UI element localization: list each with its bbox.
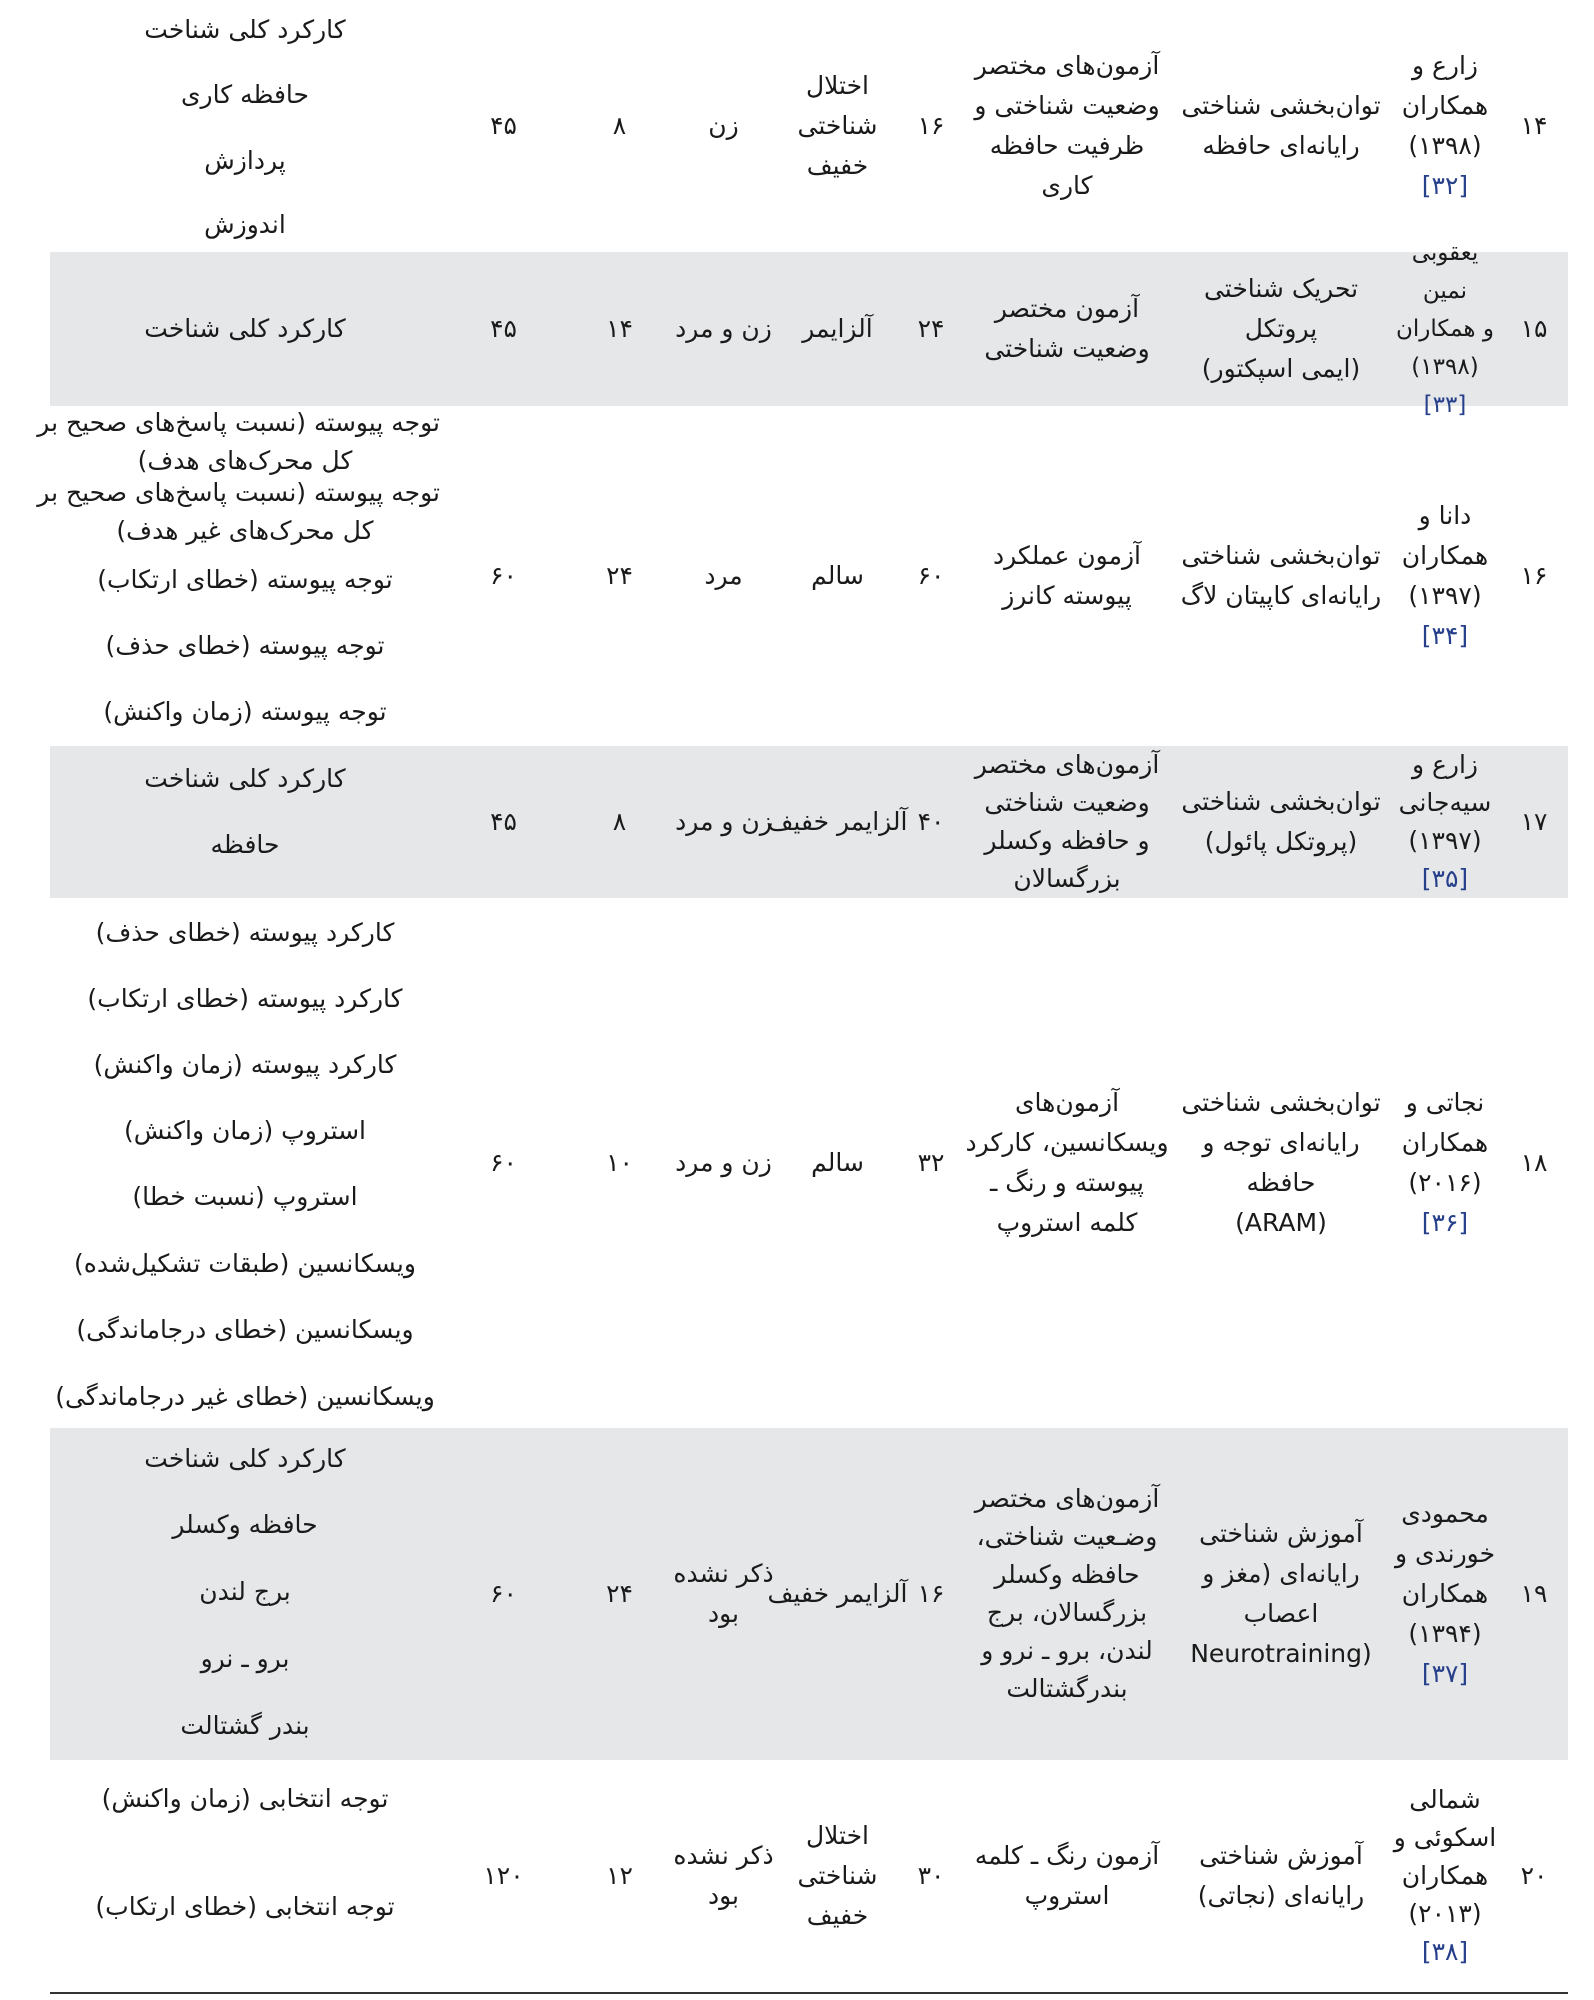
reference-link[interactable]: [۳۶] [1421,1208,1469,1237]
reference-link[interactable]: [۳۷] [1421,1659,1469,1688]
row-number: ۱۷ [1520,807,1548,836]
study-cell [1390,0,1500,252]
study-cell [1390,406,1500,746]
outcome-item: توجه انتخابی (خطای ارتکاب) [95,1892,395,1921]
intervention-cell: توان‌بخشی شناختی (پروتکل پائول) [1181,787,1381,856]
outcome-item: کارکرد کلی شناخت [144,764,346,793]
duration-cell: ۴۵ [490,314,517,343]
study-cell [1390,240,1500,418]
gender-cell: زن و مرد [675,1148,772,1177]
outcomes-cell [50,1760,440,1992]
group-cell: آلزایمر خفیف [767,1579,908,1608]
outcome-item: کارکرد کلی شناخت [144,314,346,343]
outcome-item: توجه پیوسته (زمان واکنش) [103,697,387,726]
group-cell: آلزایمر [802,314,873,343]
outcomes-cell [50,898,440,1428]
gender-cell: ذکر نشده بود [673,1559,774,1628]
group-cell: اختلال شناختی خفیف [797,1821,878,1930]
reference-link[interactable]: [۳۸] [1421,1937,1469,1966]
sample-size-cell: ۱۶ [917,1579,945,1608]
outcome-item: توجه پیوسته (نسبت پاسخ‌های صحیح بر [37,478,440,507]
outcome-item: ویسکانسین (طبقات تشکیل‌شده) [74,1249,416,1278]
table-row [50,0,1568,252]
assessment-tool-cell: آزمون عملکرد پیوسته کانرز [992,541,1141,610]
row-number: ۱۸ [1520,1148,1548,1177]
assessment-tool-cell: آزمون‌های مختصر وضعیت شناختی و حافظه وکسلر بزرگسالان [974,750,1160,893]
gender-cell: مرد [704,561,743,590]
sessions-cell: ۱۴ [606,314,633,343]
outcome-item: توجه پیوسته (نسبت پاسخ‌های صحیح بر [37,408,440,437]
gender-cell: ذکر نشده بود [673,1841,774,1910]
table-row [50,1760,1568,1992]
gender-cell: زن [708,111,739,140]
group-cell: سالم [811,1148,864,1177]
outcome-item: ویسکانسین (خطای درجاماندگی) [76,1315,414,1344]
assessment-tool-cell: آزمون مختصر وضعیت شناختی [984,294,1150,363]
sessions-cell: ۸ [612,111,627,140]
outcome-item: ویسکانسین (خطای غیر درجاماندگی) [55,1382,435,1411]
intervention-cell: توان‌بخشی شناختی رایانه‌ای توجه و حافظه (ARAM) [1181,1088,1381,1237]
gender-cell: زن و مرد [675,314,772,343]
duration-cell: ۶۰ [490,561,517,590]
row-number: ۱۹ [1520,1579,1548,1608]
outcome-item: کارکرد پیوسته (زمان واکنش) [93,1050,397,1079]
study-author: یعقوبی نمین و همکاران (۱۳۹۸) [1396,240,1494,380]
outcome-item: کارکرد پیوسته (خطای ارتکاب) [87,984,403,1013]
study-author: زارع و همکاران (۱۳۹۸) [1401,51,1489,160]
study-author: دانا و همکاران (۱۳۹۷) [1401,501,1489,610]
outcome-item: اندوزش [204,210,286,239]
outcome-item: توجه انتخابی (زمان واکنش) [101,1784,389,1813]
outcome-item: کل محرک‌های غیر هدف) [116,516,374,545]
outcomes-cell [50,252,440,406]
reference-link[interactable]: [۳۲] [1421,171,1469,200]
duration-cell: ۶۰ [490,1579,517,1608]
sample-size-cell: ۳۰ [917,1861,945,1890]
table-row [50,1428,1568,1760]
study-author: نجاتی و همکاران (۲۰۱۶) [1401,1088,1489,1197]
outcome-item: کل محرک‌های هدف) [137,446,353,475]
sample-size-cell: ۱۶ [917,111,945,140]
group-cell: آلزایمر خفیف [767,807,908,836]
intervention-cell: آموزش شناختی رایانه‌ای (نجاتی) [1197,1841,1365,1910]
study-cell [1390,746,1500,898]
row-number: ۱۶ [1520,561,1548,590]
study-author: زارع و سیه‌جانی (۱۳۹۷) [1398,750,1492,855]
outcome-item: پردازش [204,146,286,175]
outcome-item: کارکرد کلی شناخت [144,15,346,44]
study-cell [1390,1760,1500,1992]
study-author: شمالی اسکوئی و همکاران (۲۰۱۳) [1393,1785,1497,1928]
row-number: ۱۴ [1520,111,1548,140]
outcome-item: حافظه [210,830,280,859]
outcome-item: توجه پیوسته (خطای حذف) [105,631,385,660]
intervention-cell: توان‌بخشی شناختی رایانه‌ای حافظه [1181,91,1381,160]
duration-cell: ۶۰ [490,1148,517,1177]
sessions-cell: ۲۴ [606,1579,633,1608]
outcome-item: برو ـ نرو [200,1644,290,1673]
table-row [50,898,1568,1428]
study-cell [1390,1428,1500,1760]
assessment-tool-cell: آزمون‌های ویسکانسین، کارکرد پیوسته و رنگ ـ کلمه استروپ [965,1088,1169,1237]
outcome-item: توجه پیوسته (خطای ارتکاب) [97,565,393,594]
duration-cell: ۴۵ [490,807,517,836]
table-row [50,746,1568,898]
outcomes-cell [50,0,440,252]
outcome-item: کارکرد کلی شناخت [144,1444,346,1473]
study-cell [1390,898,1500,1428]
outcomes-cell [37,406,440,746]
outcome-item: حافظه وکسلر [172,1510,318,1539]
outcome-item: کارکرد پیوسته (خطای حذف) [95,918,395,947]
group-cell: اختلال شناختی خفیف [797,71,878,180]
sample-size-cell: ۶۰ [917,561,945,590]
assessment-tool-cell: آزمون رنگ ـ کلمه استروپ [974,1841,1160,1910]
duration-cell: ۴۵ [490,111,517,140]
intervention-cell: توان‌بخشی شناختی رایانه‌ای کاپیتان لاگ [1180,541,1382,610]
table-bottom-rule [50,1992,1568,1994]
assessment-tool-cell: آزمون‌های مختصر وضعیت شناختی و ظرفیت حافظه کاری [974,51,1160,200]
gender-cell: زن و مرد [675,807,772,836]
intervention-cell: تحریک شناختی پروتکل (ایمی اسپکتور) [1201,274,1361,383]
assessment-tool-cell: آزمون‌های مختصر وضـعیت شناختی، حافظه وکسلر بزرگسالان، برج لندن، برو ـ نرو و بندرگشتالت [974,1484,1160,1703]
intervention-cell: آموزش شناختی رایانه‌ای (مغز و اعصاب (Neurotraining [1190,1519,1372,1668]
outcome-item: حافظه کاری [180,80,310,109]
sample-size-cell: ۲۴ [917,314,945,343]
sessions-cell: ۸ [612,807,627,836]
row-number: ۲۰ [1520,1861,1548,1890]
reference-link[interactable]: [۳۳] [1423,392,1467,418]
reference-link[interactable]: [۳۵] [1421,864,1469,893]
outcome-item: استروپ (نسبت خطا) [132,1182,358,1211]
row-number: ۱۵ [1520,314,1548,343]
outcomes-cell [50,1428,440,1760]
sessions-cell: ۲۴ [606,561,633,590]
sample-size-cell: ۴۰ [917,807,945,836]
sessions-cell: ۱۰ [606,1148,633,1177]
reference-link[interactable]: [۳۴] [1421,621,1469,650]
table-row [37,406,1568,746]
outcomes-cell [50,746,440,898]
sessions-cell: ۱۲ [606,1861,633,1890]
sample-size-cell: ۳۲ [917,1148,945,1177]
table-row [50,240,1568,418]
outcome-item: بندر گشتالت [180,1711,310,1740]
duration-cell: ۱۲۰ [483,1861,524,1890]
group-cell: سالم [811,561,864,590]
outcome-item: استروپ (زمان واکنش) [123,1116,367,1145]
outcome-item: برج لندن [199,1577,291,1606]
study-author: محمودی خورندی و همکاران (۱۳۹۴) [1394,1499,1496,1648]
